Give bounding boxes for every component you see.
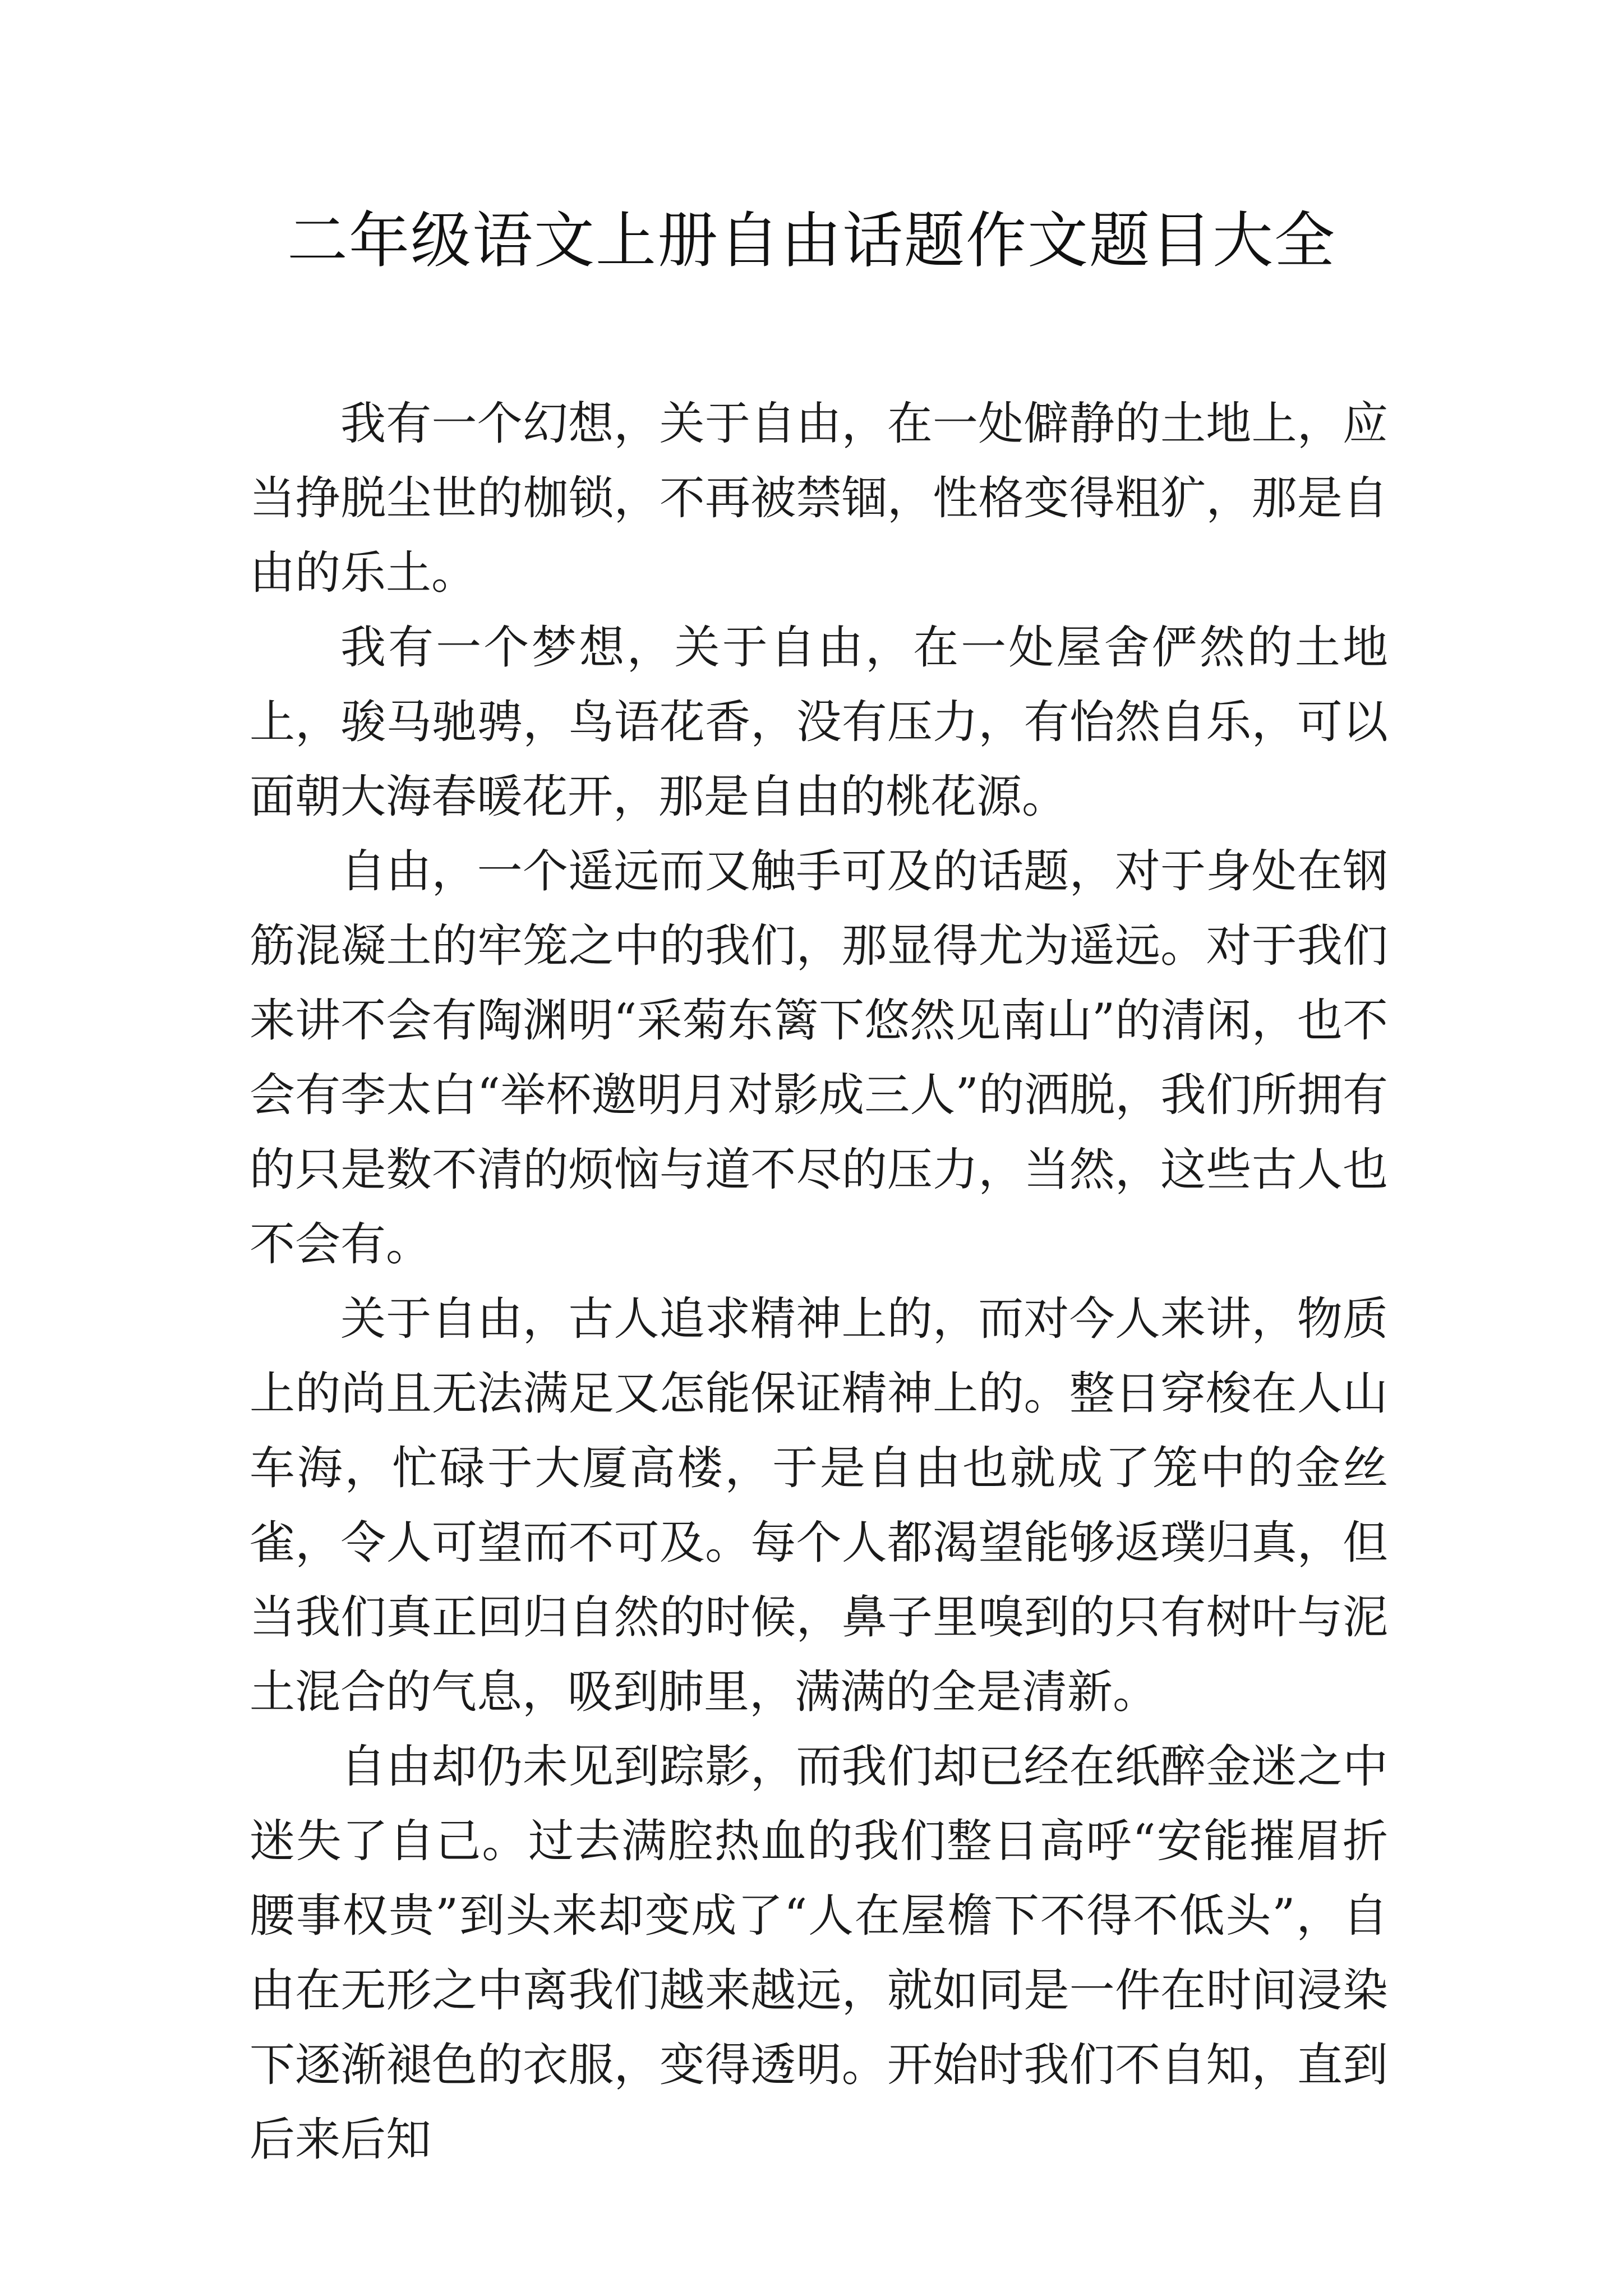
paragraph-3: 自由，一个遥远而又触手可及的话题，对于身处在钢筋混凝土的牢笼之中的我们，那显得尤为遥远。对于我们来讲不会有陶渊明“采菊东篱下悠然见南山”的清闲，也不会有李太白“举杯邀明月对影成三人”的洒脱，我们所拥有的只是数不清的烦恼与道不尽的压力，当然，这些古人也不会有。 [250,845,1388,1271]
document-title: 二年级语文上册自由话题作文题目大全 [287,206,1336,276]
paragraph-1: 我有一个幻想，关于自由，在一处僻静的土地上，应当挣脱尘世的枷锁，不再被禁锢，性格变得粗犷，那是自由的乐土。 [250,398,1388,600]
document-body [250,387,1388,2178]
paragraph-2: 我有一个梦想，关于自由，在一处屋舍俨然的土地上，骏马驰骋，鸟语花香，没有压力，有怡然自乐，可以面朝大海春暖花开，那是自由的桃花源。 [250,622,1388,823]
paragraph-4: 关于自由，古人追求精神上的，而对今人来讲，物质上的尚且无法满足又怎能保证精神上的。整日穿梭在人山车海，忙碌于大厦高楼，于是自由也就成了笼中的金丝雀，令人可望而不可及。每个人都渴望能够返璞归真，但当我们真正回归自然的时候，鼻子里嗅到的只有树叶与泥土混合的气息，吸到肺里，满满的全是清新。 [250,1293,1388,1719]
paragraph-5: 自由却仍未见到踪影，而我们却已经在纸醉金迷之中迷失了自己。过去满腔热血的我们整日高呼“安能摧眉折腰事权贵”到头来却变成了“人在屋檐下不得不低头”，自由在无形之中离我们越来越远，就如同是一件在时间浸染下逐渐褪色的衣服，变得透明。开始时我们不自知，直到后来后知 [250,1741,1388,2166]
